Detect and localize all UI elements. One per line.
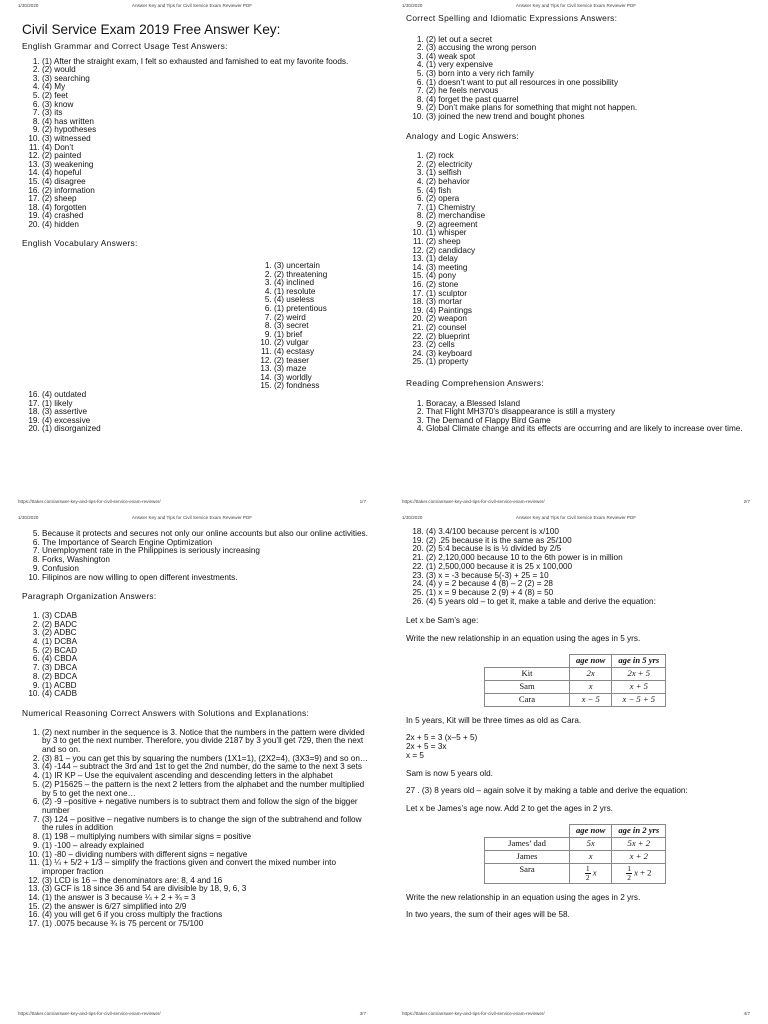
list-item: 5. (4) fish — [426, 187, 754, 196]
list-item: 18. (4) 3.4/100 because percent is x/100 — [426, 528, 754, 537]
list-item: 4. (4) My — [42, 83, 370, 92]
list-item: 18. (4) forgotten — [42, 204, 370, 213]
numerical-answers-cont — [406, 528, 754, 606]
list-item: 5. (4) useless — [274, 296, 370, 305]
list-item: 23. (2) cells — [426, 341, 754, 350]
list-item: 3. (1) selfish — [426, 169, 754, 178]
header-title: Answer Key and Tips for Civil Service Exam Reviewer PDF — [515, 3, 637, 8]
list-item: 20. (1) disorganized — [42, 425, 370, 434]
table-body — [485, 837, 666, 863]
list-item: 6. (2) -9 –positive + negative numbers is to subtract them and follow the sign of the bigger number — [42, 798, 370, 815]
list-item: 19. (2) .25 because it is the same as 25/100 — [426, 537, 754, 546]
list-item: 4. (1) very expensive — [426, 61, 754, 70]
page-footer — [402, 499, 750, 507]
list-item: 5. (2) feet — [42, 92, 370, 101]
table-row — [485, 667, 666, 680]
list-item: 2. (3) accusing the wrong person — [426, 44, 754, 53]
table-body — [485, 667, 666, 706]
list-item: 8. (4) forget the past quarrel — [426, 96, 754, 105]
list-item: 14. (3) meeting — [426, 264, 754, 273]
list-item: 9. (1) brief — [274, 331, 370, 340]
page-number: 4/7 — [743, 1011, 750, 1016]
row-label: Sara — [485, 863, 570, 883]
footer-url[interactable]: https://ttaker.com/answer-key-and-tips-for-civil-service-exam-reviewer/ — [18, 1011, 161, 1016]
cell: $\frac{1}{2}$ x — [570, 863, 612, 883]
list-item: 12. (2) candidacy — [426, 247, 754, 256]
list-item: 19. (4) Paintings — [426, 307, 754, 316]
row-label: James’ dad — [485, 837, 570, 850]
list-item: 2. (2) BADC — [42, 621, 370, 630]
list-item: 17. (2) sheep — [42, 195, 370, 204]
list-item: 19. (4) excessive — [42, 417, 370, 426]
page-4-body — [406, 528, 754, 929]
age-table-1 — [484, 654, 666, 707]
cell: x + 2 — [612, 850, 666, 863]
list-item: 7. (1) Chemistry — [426, 204, 754, 213]
list-item: 10. Filipinos are now willing to open different investments. — [42, 574, 370, 583]
list-item: 21. (2) 2,120,000 because 10 to the 6th power is in million — [426, 554, 754, 563]
list-item: 24. (3) keyboard — [426, 350, 754, 359]
header-date: 1/30/2020 — [402, 515, 423, 520]
analogy-heading: Analogy and Logic Answers: — [406, 130, 520, 141]
list-item: 10. (4) CADB — [42, 690, 370, 699]
para-heading: Paragraph Organization Answers: — [22, 591, 157, 602]
list-item: 1. (3) CDAB — [42, 612, 370, 621]
reading-answers-cont — [22, 530, 370, 582]
doc-title: Civil Service Exam 2019 Free Answer Key: — [22, 22, 281, 37]
list-item: 18. (3) assertive — [42, 408, 370, 417]
list-item: 17. (1) likely — [42, 400, 370, 409]
row-label: Cara — [485, 693, 570, 706]
cell: x − 5 + 5 — [612, 693, 666, 706]
let-sam: Let x be Sam’s age: — [406, 616, 479, 626]
equation-line: x = 5 — [406, 750, 424, 760]
list-item: 7. (3) 124 – positive – negative numbers is to change the sign of the subtrahend and follow the rules in addition — [42, 816, 370, 833]
list-item: 17. (1) .0075 because ¾ is 75 percent or 75/100 — [42, 920, 370, 929]
grammar-heading: English Grammar and Correct Usage Test Answers: — [22, 41, 228, 51]
list-item: 3. (4) weak spot — [426, 53, 754, 62]
list-item: 7. Unemployment rate in the Philippines is seriously increasing — [42, 547, 370, 556]
q27: 27 . (3) 8 years old – again solve it by making a table and derive the equation: — [406, 786, 688, 796]
list-item: 4. (1) resolute — [274, 288, 370, 297]
list-item: 25. (1) x = 9 because 2 (9) + 4 (8) = 50 — [426, 589, 754, 598]
list-item: 19. (4) crashed — [42, 212, 370, 221]
list-item: 3. (3) searching — [42, 75, 370, 84]
page-footer — [402, 1011, 750, 1019]
list-item: 10. (1) -80 – dividing numbers with different signs = negative — [42, 851, 370, 860]
header-title: Answer Key and Tips for Civil Service Exam Reviewer PDF — [131, 515, 253, 520]
page-2-body — [406, 14, 754, 444]
list-item: 11. (2) sheep — [426, 238, 754, 247]
spelling-heading: Correct Spelling and Idiomatic Expressions Answers: — [406, 13, 618, 23]
list-item: 15. (2) the answer is 6/27 simplified into 2/9 — [42, 903, 370, 912]
list-item: 6. (2) opera — [426, 195, 754, 204]
list-item: 13. (3) GCF is 18 since 36 and 54 are divisible by 18, 9, 6, 3 — [42, 885, 370, 894]
list-item: 8. (4) has written — [42, 118, 370, 127]
page-footer — [18, 1011, 366, 1019]
list-item: 14. (1) the answer is 3 because ¼ + 2 + ¾ = 3 — [42, 894, 370, 903]
list-item: 6. (1) pretentious — [274, 305, 370, 314]
footer-url[interactable]: https://ttaker.com/answer-key-and-tips-for-civil-service-exam-reviewer/ — [18, 499, 161, 504]
list-item: 4. Global Climate change and its effects are occurring and are likely to increase over time. — [426, 425, 754, 434]
list-item: 4. (2) behavior — [426, 178, 754, 187]
col-age-5: age in 5 yrs — [612, 654, 666, 667]
col-age-now: age now — [570, 654, 612, 667]
reading-heading: Reading Comprehension Answers: — [406, 377, 544, 388]
list-item: 17. (1) sculptor — [426, 290, 754, 299]
write-5: Write the new relationship in an equation using the ages in 5 yrs. — [406, 634, 641, 644]
grammar-answers — [22, 58, 370, 230]
list-item: 18. (3) mortar — [426, 298, 754, 307]
list-item: 20. (4) hidden — [42, 221, 370, 230]
cell: x — [570, 850, 612, 863]
list-item: 2. (2) would — [42, 66, 370, 75]
cell: 5x — [570, 837, 612, 850]
page-header — [402, 3, 750, 11]
header-title: Answer Key and Tips for Civil Service Exam Reviewer PDF — [515, 515, 637, 520]
header-title: Answer Key and Tips for Civil Service Exam Reviewer PDF — [131, 3, 253, 8]
cell: x − 5 — [570, 693, 612, 706]
list-item: 10. (1) whisper — [426, 229, 754, 238]
col-age-2: age in 2 yrs — [612, 824, 666, 837]
page-header — [402, 515, 750, 523]
row-label: Sam — [485, 680, 570, 693]
para-answers — [22, 612, 370, 699]
list-item: 11. (1) ¼ + 5/2 + 1/3 – simplify the fractions given and convert the mixed number into improper fraction — [42, 859, 370, 876]
list-item: 5. (3) born into a very rich family — [426, 70, 754, 79]
in-5-years: In 5 years, Kit will be three times as old as Cara. — [406, 715, 582, 725]
list-item: 1. (2) let out a secret — [426, 36, 754, 45]
equation-line: 2x + 5 = 3x — [406, 742, 447, 752]
list-item: 13. (3) weakening — [42, 161, 370, 170]
list-item: 9. (1) ACBD — [42, 682, 370, 691]
list-item: 15. (4) disagree — [42, 178, 370, 187]
list-item: 16. (2) information — [42, 187, 370, 196]
two-years: In two years, the sum of their ages will be 58. — [406, 910, 570, 920]
list-item: 22. (1) 2,500,000 because it is 25 x 100,000 — [426, 563, 754, 572]
list-item: 2. (2) threatening — [274, 271, 370, 280]
sam-now: Sam is now 5 years old. — [406, 768, 493, 778]
list-item: 1. (2) next number in the sequence is 3. Notice that the numbers in the pattern were divided by 3 to get the next number. Therefore, you divide 2187 by 3 you’ll get 729, then the next and so on. — [42, 729, 370, 755]
list-item: 14. (3) worldly — [274, 374, 370, 383]
list-item: 2. That Flight MH370’s disappearance is still a mystery — [426, 408, 754, 417]
numerical-answers — [22, 729, 370, 929]
list-item: 7. (2) weird — [274, 314, 370, 323]
list-item: 9. (2) hypotheses — [42, 126, 370, 135]
list-item: 3. The Demand of Flappy Bird Game — [426, 417, 754, 426]
spelling-answers — [406, 36, 754, 122]
col-age-now: age now — [570, 824, 612, 837]
list-item: 26. (4) 5 years old – to get it, make a table and derive the equation: — [426, 598, 754, 607]
page-2 — [384, 0, 768, 512]
table-row — [485, 680, 666, 693]
list-item: 3. (4) -144 – subtract the 3rd and 1st to get the 2nd number, do the same to the next 3 sets — [42, 763, 370, 772]
list-item: 8. (3) secret — [274, 322, 370, 331]
list-item: 15. (4) pony — [426, 272, 754, 281]
write-2: Write the new relationship in an equation using the ages in 2 yrs. — [406, 892, 641, 902]
list-item: 8. (1) 198 – multiplying numbers with similar signs = positive — [42, 833, 370, 842]
row-label: Kit — [485, 667, 570, 680]
list-item: 15. (2) fondness — [274, 382, 370, 391]
list-item: 4. (1) DCBA — [42, 638, 370, 647]
list-item: 9. (1) -100 – already explained — [42, 842, 370, 851]
list-item: 16. (4) you will get 6 if you cross multiply the fractions — [42, 911, 370, 920]
list-item: 9. Confusion — [42, 565, 370, 574]
analogy-answers — [406, 152, 754, 367]
footer-url[interactable]: https://ttaker.com/answer-key-and-tips-for-civil-service-exam-reviewer/ — [402, 499, 545, 504]
vocab-heading: English Vocabulary Answers: — [22, 238, 138, 249]
list-item: 1. (3) uncertain — [274, 262, 370, 271]
list-item: 3. (4) inclined — [274, 279, 370, 288]
list-item: 10. (3) joined the new trend and bought phones — [426, 113, 754, 122]
page-1-body — [22, 22, 370, 444]
list-item: 5. Because it protects and secures not only our online accounts but also our online activities. — [42, 530, 370, 539]
page-number: 3/7 — [359, 1011, 366, 1016]
list-item: 6. (1) doesn’t want to put all resources in one possibility — [426, 79, 754, 88]
let-james: Let x be James’s age now. Add 2 to get the ages in 2 yrs. — [406, 803, 613, 813]
page-number: 1/7 — [359, 499, 366, 504]
equations — [406, 734, 754, 760]
list-item: 6. The Importance of Search Engine Optimization — [42, 539, 370, 548]
list-item: 7. (2) he feels nervous — [426, 87, 754, 96]
cell: x + 5 — [612, 680, 666, 693]
list-item: 12. (3) LCD is 16 – the denominators are: 8, 4 and 16 — [42, 877, 370, 886]
list-item: 14. (4) hopeful — [42, 169, 370, 178]
list-item: 4. (1) IR KP – Use the equivalent ascending and descending letters in the alphabet — [42, 772, 370, 781]
list-item: 10. (2) vulgar — [274, 339, 370, 348]
list-item: 11. (4) ecstasy — [274, 348, 370, 357]
page-4 — [384, 512, 768, 1024]
list-item: 8. (2) merchandise — [426, 212, 754, 221]
list-item: 9. (2) Don’t make plans for something that might not happen. — [426, 104, 754, 113]
table-header-row — [485, 824, 666, 837]
table-row — [485, 863, 666, 883]
header-date: 1/30/2020 — [18, 3, 39, 8]
header-date: 1/30/2020 — [402, 3, 423, 8]
list-item: 13. (3) maze — [274, 365, 370, 374]
list-item: 20. (2) weapon — [426, 315, 754, 324]
list-item: 7. (3) its — [42, 109, 370, 118]
list-item: 21. (2) counsel — [426, 324, 754, 333]
table-row — [485, 693, 666, 706]
equation-line: 2x + 5 = 3 (x–5 + 5) — [406, 733, 478, 743]
footer-url[interactable]: https://ttaker.com/answer-key-and-tips-for-civil-service-exam-reviewer/ — [402, 1011, 545, 1016]
table-row — [485, 850, 666, 863]
list-item: 16. (2) stone — [426, 281, 754, 290]
list-item: 5. (2) BCAD — [42, 647, 370, 656]
list-item: 25. (1) property — [426, 358, 754, 367]
list-item: 3. (2) ADBC — [42, 629, 370, 638]
age-table-2 — [484, 824, 666, 884]
list-item: 9. (2) agreement — [426, 221, 754, 230]
page-3 — [0, 512, 384, 1024]
page-header — [18, 515, 366, 523]
table-row — [485, 837, 666, 850]
vocab-answers-1 — [254, 262, 370, 391]
list-item: 6. (4) CBDA — [42, 655, 370, 664]
list-item: 8. Forks, Washington — [42, 556, 370, 565]
cell: 2x + 5 — [612, 667, 666, 680]
list-item: 10. (3) witnessed — [42, 135, 370, 144]
page-footer — [18, 499, 366, 507]
page-3-body — [22, 530, 370, 939]
page-number: 2/7 — [743, 499, 750, 504]
cell: 5x + 2 — [612, 837, 666, 850]
list-item: 22. (2) blueprint — [426, 333, 754, 342]
list-item: 1. (2) rock — [426, 152, 754, 161]
page-1 — [0, 0, 384, 512]
cell: x — [570, 680, 612, 693]
list-item: 12. (2) painted — [42, 152, 370, 161]
cell: 2x — [570, 667, 612, 680]
table-header-row — [485, 654, 666, 667]
list-item: 5. (2) P15625 – the pattern is the next 2 letters from the alphabet and the number multiplied by 5 to get the next one… — [42, 781, 370, 798]
list-item: 23. (3) x = -3 because 5(-3) + 25 = 10 — [426, 572, 754, 581]
num-heading: Numerical Reasoning Correct Answers with Solutions and Explanations: — [22, 707, 310, 718]
list-item: 11. (4) Don’t — [42, 144, 370, 153]
list-item: 1. Boracay, a Blessed Island — [426, 400, 754, 409]
reading-answers — [406, 400, 754, 434]
list-item: 24. (4) y = 2 because 4 (8) – 2 (2) = 28 — [426, 580, 754, 589]
list-item: 12. (2) teaser — [274, 357, 370, 366]
list-item: 6. (3) know — [42, 101, 370, 110]
page-header — [18, 3, 366, 11]
list-item: 2. (2) electricity — [426, 161, 754, 170]
list-item: 13. (1) delay — [426, 255, 754, 264]
cell: $\frac{1}{2}$ x + 2 — [612, 863, 666, 883]
list-item: 16. (4) outdated — [42, 391, 370, 400]
header-date: 1/30/2020 — [18, 515, 39, 520]
vocab-answers-2 — [22, 391, 370, 434]
list-item: 8. (2) BDCA — [42, 673, 370, 682]
row-label: James — [485, 850, 570, 863]
list-item: 1. (1) After the straight exam, I felt so exhausted and famished to eat my favorite foods. — [42, 58, 370, 67]
list-item: 20. (2) 5:4 because is is ½ divided by 2/5 — [426, 545, 754, 554]
list-item: 7. (3) DBCA — [42, 664, 370, 673]
list-item: 2. (3) 81 – you can get this by squaring the numbers (1X1=1), (2X2=4), (3X3=9) and so on… — [42, 755, 370, 764]
